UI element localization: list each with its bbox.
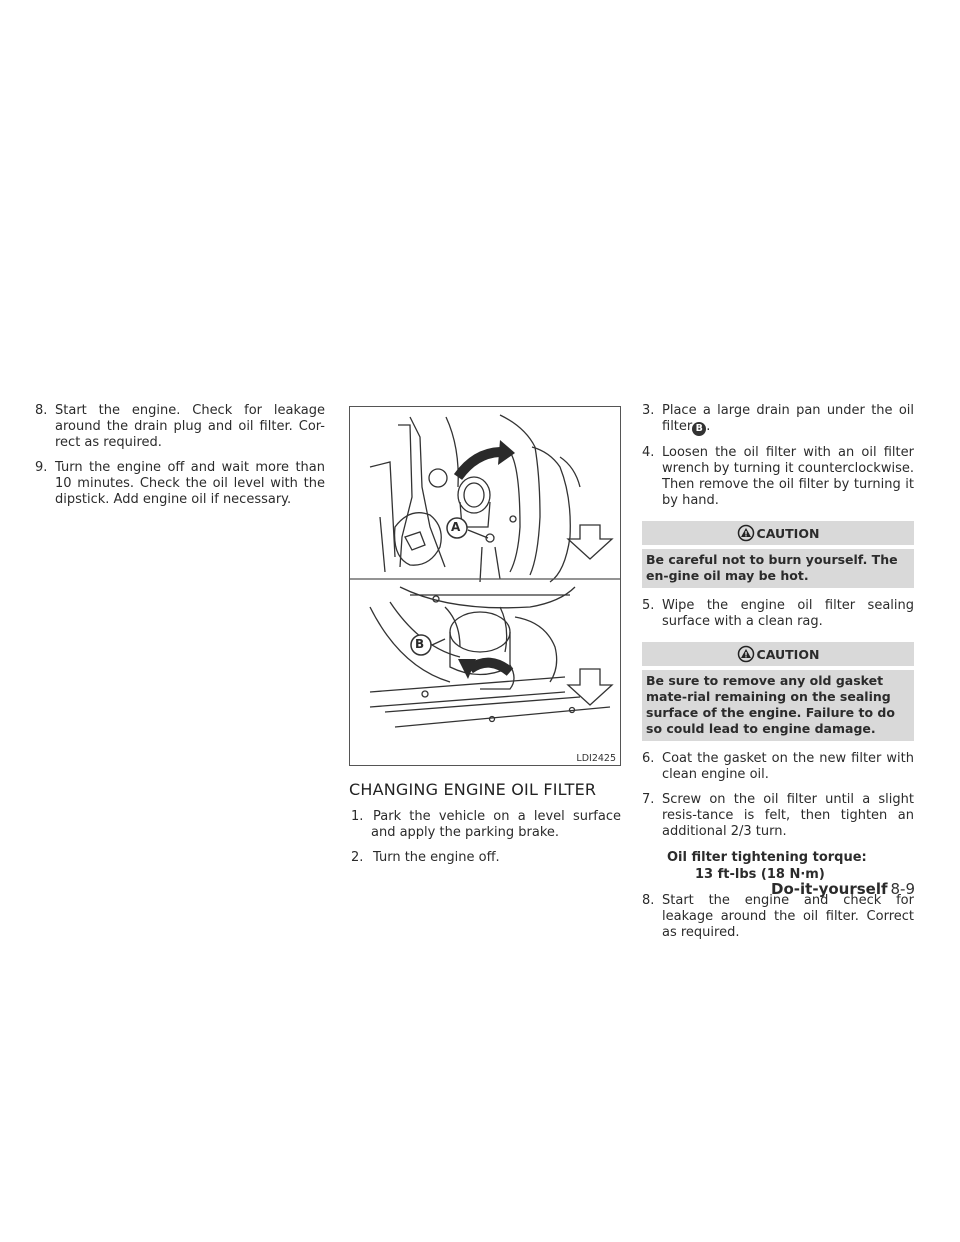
page-footer [720, 880, 915, 898]
step-2-engine-off: 2. Turn the engine off. [351, 850, 500, 865]
torque-value: 13 ft-lbs (18 N·m) [695, 867, 825, 882]
step-7-screw-filter: 7. Screw on the oil filter until a slight resis-tance is felt, then tighten an additional 2/3 turn. [642, 792, 914, 839]
step-9-check-oil-level: 9. Turn the engine off and wait more than 10 minutes. Check the oil level with the dipstick. Add engine oil if necessary. [35, 460, 325, 507]
callout-b-label: B [415, 637, 425, 651]
step-4-loosen-filter: 4. Loosen the oil filter with an oil filter wrench by turning it counterclockwise. Then remove the oil filter by turning it by hand. [642, 445, 914, 508]
engine-oil-filter-illustration [349, 406, 621, 766]
step-3-drain-pan: 3. Place a large drain pan under the oil filter B . [642, 403, 914, 434]
caution-header-2: CAUTION [642, 642, 914, 666]
engine-line-drawing [350, 407, 620, 765]
caution-icon [737, 645, 755, 663]
column-left [35, 403, 325, 517]
caution-text-2: Be sure to remove any old gasket mate-rial remaining on the sealing surface of the engine. Failure to do so could lead to engine damage. [642, 670, 914, 741]
caution-text-1: Be careful not to burn yourself. The en-gine oil may be hot. [642, 549, 914, 588]
step-5-wipe-surface: 5. Wipe the engine oil filter sealing surface with a clean rag. [642, 598, 914, 629]
figure-label: LDI2425 [576, 753, 616, 764]
column-middle [349, 406, 621, 875]
page-number: 8-9 [890, 880, 915, 898]
caution-header-1: CAUTION [642, 521, 914, 545]
section-heading: CHANGING ENGINE OIL FILTER [349, 780, 597, 799]
footer-section-title: Do-it-yourself [771, 880, 888, 898]
torque-label: Oil filter tightening torque: [667, 850, 867, 865]
filter-b-reference: B [692, 422, 706, 436]
step-6-coat-gasket: 6. Coat the gasket on the new filter with clean engine oil. [642, 751, 914, 782]
step-8-check-filter-leakage: 8. Start the engine and check for leakage around the oil filter. Correct as required. [642, 893, 914, 940]
torque-spec [667, 849, 914, 883]
callout-a-label: A [451, 520, 461, 534]
column-right [642, 403, 914, 950]
step-8-check-leakage: 8. Start the engine. Check for leakage around the drain plug and oil filter. Cor-rect as required. [35, 403, 325, 450]
step-1-park-vehicle: 1. Park the vehicle on a level surface and apply the parking brake. [351, 809, 621, 840]
caution-icon [737, 524, 755, 542]
